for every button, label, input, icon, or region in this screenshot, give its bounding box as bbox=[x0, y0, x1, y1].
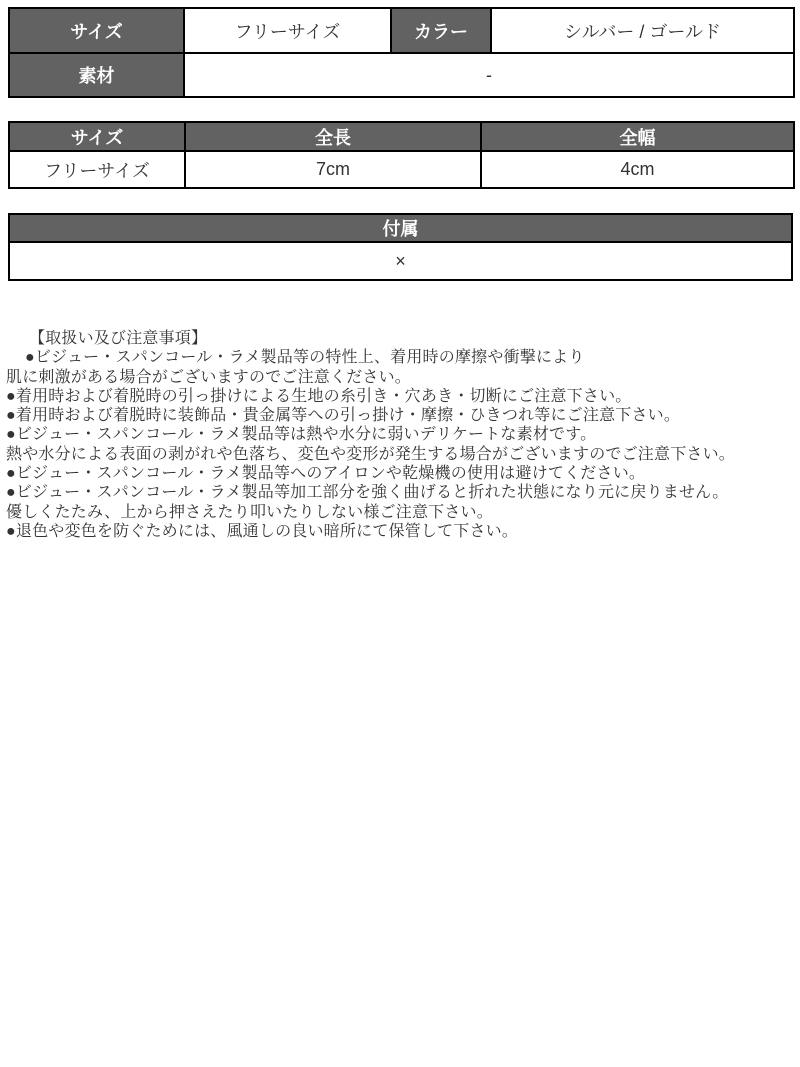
size-color-material-table bbox=[8, 7, 795, 98]
dim-size-header-cell: サイズ bbox=[9, 122, 185, 151]
note-line: ●ビジュー・スパンコール・ラメ製品等加工部分を強く曲げると折れた状態になり元に戻りません。 bbox=[6, 484, 729, 502]
handling-notes bbox=[6, 329, 796, 541]
accessory-header-cell: 付属 bbox=[9, 214, 792, 242]
color-value-cell: シルバー / ゴールド bbox=[491, 8, 794, 53]
dim-width-header-cell: 全幅 bbox=[481, 122, 794, 151]
note-line: ●着用時および着脱時に装飾品・貴金属等への引っ掛け・摩擦・ひきつれ等にご注意下さい。 bbox=[6, 407, 681, 425]
table-row bbox=[9, 242, 792, 280]
table-row bbox=[9, 53, 794, 97]
dim-length-value-cell: 7cm bbox=[185, 151, 481, 188]
dimension-table bbox=[8, 121, 795, 189]
material-header-cell: 素材 bbox=[9, 53, 184, 97]
note-line: ●着用時および着脱時の引っ掛けによる生地の糸引き・穴あき・切断にご注意下さい。 bbox=[6, 387, 632, 405]
accessory-value-cell: × bbox=[9, 242, 792, 280]
table-row bbox=[9, 8, 794, 53]
dim-width-value-cell: 4cm bbox=[481, 151, 794, 188]
note-line: ●退色や変色を防ぐためには、風通しの良い暗所にて保管して下さい。 bbox=[6, 522, 519, 540]
note-line: 優しくたたみ、上から押さえたり叩いたりしない様ご注意下さい。 bbox=[6, 503, 493, 521]
accessory-table bbox=[8, 213, 793, 281]
note-line: ●ビジュー・スパンコール・ラメ製品等の特性上、着用時の摩擦や衝撃により bbox=[25, 349, 585, 367]
dim-size-value-cell: フリーサイズ bbox=[9, 151, 185, 188]
size-header-cell: サイズ bbox=[9, 8, 184, 53]
handling-notes-title: 【取扱い及び注意事項】 bbox=[29, 330, 208, 347]
note-line: 肌に刺激がある場合がございますのでご注意ください。 bbox=[6, 368, 412, 386]
note-line: 熱や水分による表面の剥がれや色落ち、変色や変形が発生する場合がございますのでご注意下さい。 bbox=[6, 445, 736, 463]
size-value-cell: フリーサイズ bbox=[184, 8, 391, 53]
table-header-row bbox=[9, 214, 792, 242]
material-value-cell: - bbox=[184, 53, 794, 97]
color-header-cell: カラー bbox=[391, 8, 491, 53]
table-row bbox=[9, 151, 794, 188]
table-header-row bbox=[9, 122, 794, 151]
note-line: ●ビジュー・スパンコール・ラメ製品等は熱や水分に弱いデリケートな素材です。 bbox=[6, 426, 597, 444]
note-line: ●ビジュー・スパンコール・ラメ製品等へのアイロンや乾燥機の使用は避けてください。 bbox=[6, 465, 646, 483]
dim-length-header-cell: 全長 bbox=[185, 122, 481, 151]
